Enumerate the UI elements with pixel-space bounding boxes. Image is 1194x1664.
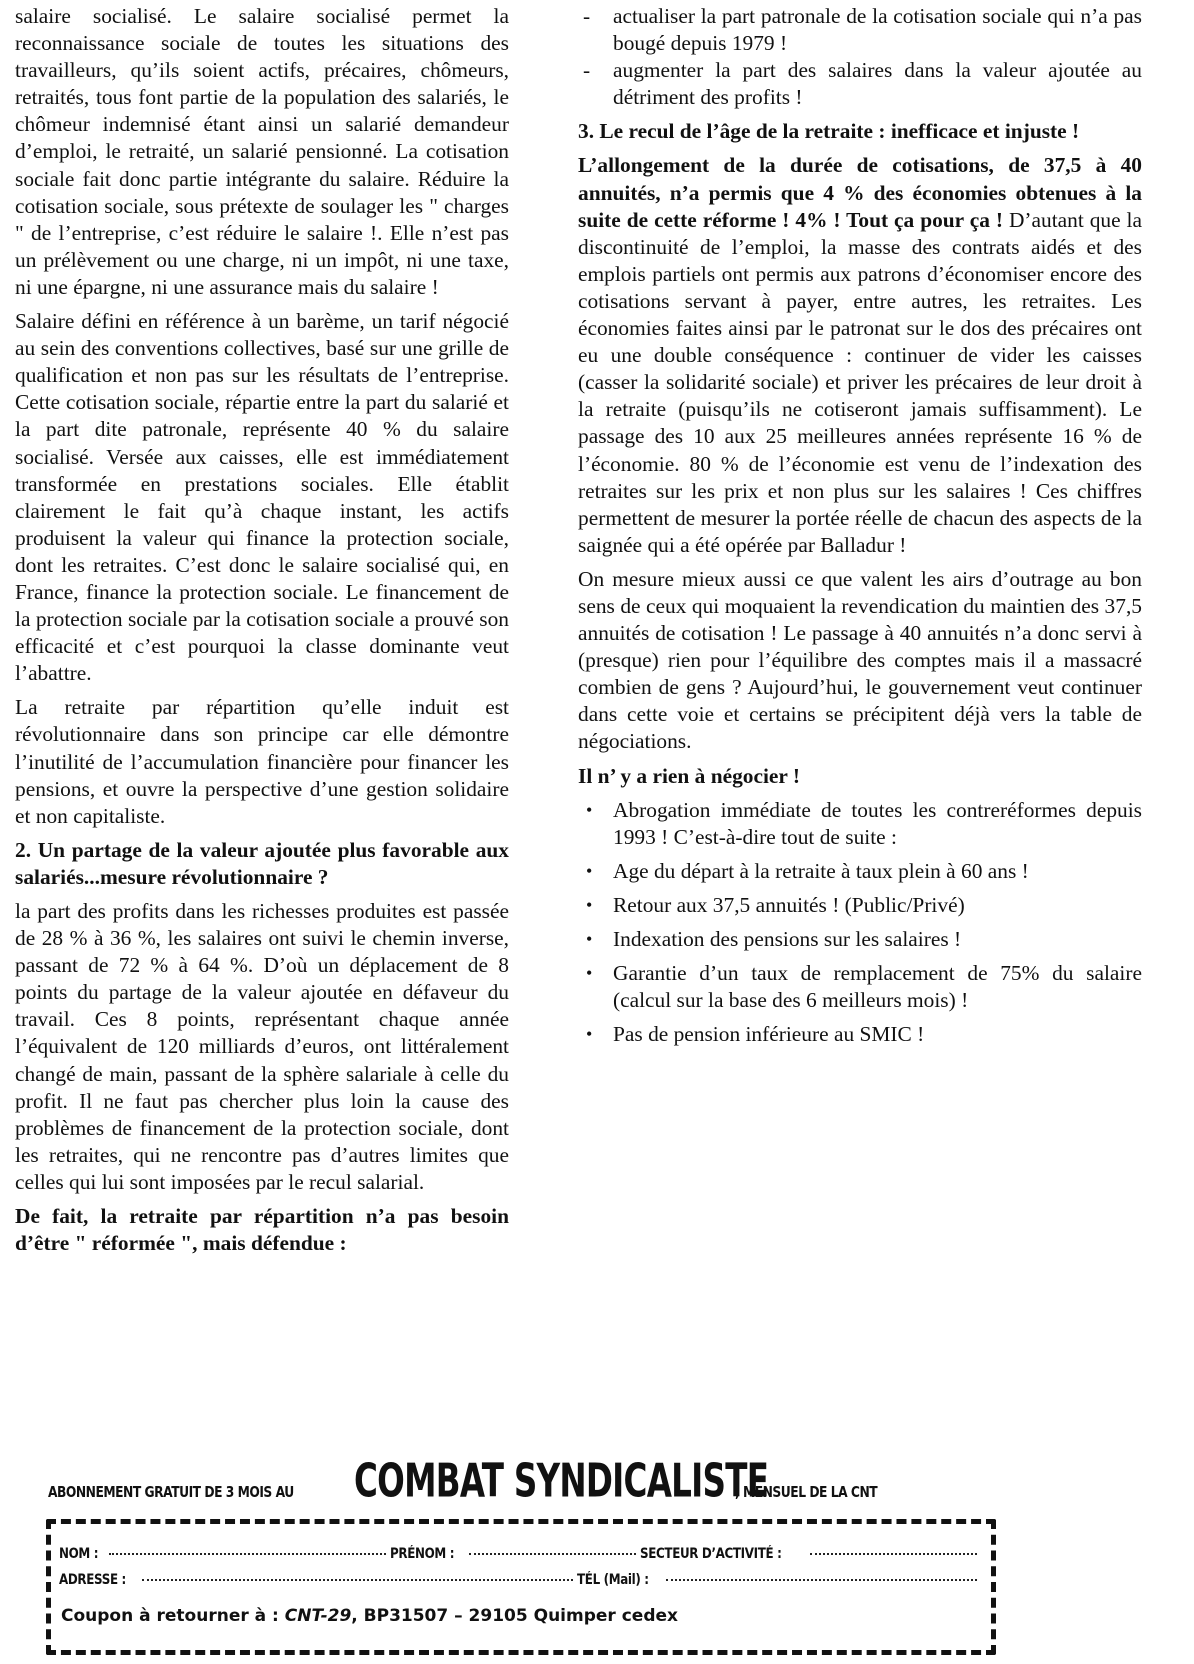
label-tel: TÉL (Mail) : <box>577 1572 649 1588</box>
paragraph-on-mesure: On mesure mieux aussi ce que valent les airs d’outrage au bon sens de ceux qui moquaient la revendication du maintien des 37,5 annuités de cotisation ! Le passage à 40 annuités n’a donc servi à (presque) rien pour l’équilibre des comptes mais il a massacré combien de gens ? Aujourd’hui, le gouvernement veut continuer dans cette voie et certains se précipitent déjà vers la table de négociations. <box>578 566 1142 754</box>
section-heading-2: 2. Un partage de la valeur ajoutée plus favorable aux salariés...mesure révolutionnaire ? <box>15 837 509 889</box>
bullet-icon: • <box>586 1024 593 1045</box>
paragraph-repartition: La retraite par répartition qu’elle induit est révolutionnaire dans son principe car elle démontre l’inutilité de l’accumulation financière pour financer les pensions, et ouvre la perspective d’une gestion solidaire et non capitaliste. <box>15 695 509 828</box>
paragraph-profits: la part des profits dans les richesses produites est passée de 28 % à 36 %, les salaires ont suivi le chemin inverse, passant de 72 % à 64 %. D’où un déplacement de 8 points du partage de la valeur ajoutée en défaveur du travail. Ces 8 points, représentant chaque année l’équivalent de 120 milliards d’euros, ont littéralement changé de main, passant de la sphère salariale à celle du profit. Il ne faut pas chercher plus loin la cause des problèmes de financement de la protection sociale, dont les retraites, qui ne rencontre pas d’autres limites que celles qui lui sont imposées par le recul salarial. <box>15 899 509 1194</box>
bullet-list-item <box>578 858 1142 885</box>
coupon-title-suffix: , MENSUEL DE LA CNT <box>735 1483 878 1501</box>
return-org: CNT-29 <box>284 1606 352 1626</box>
field-nom[interactable] <box>109 1553 386 1555</box>
field-adresse[interactable] <box>142 1579 573 1581</box>
label-adresse: ADRESSE : <box>59 1572 126 1588</box>
bullet-icon: • <box>586 860 593 881</box>
bullet-item-text: Pas de pension inférieure au SMIC ! <box>613 1022 925 1047</box>
paragraph-salaire-socialise: salaire socialisé. Le salaire socialisé permet la reconnaissance sociale de toutes les situations des travailleurs, qu’ils soient actifs, précaires, chômeurs, retraités, tous font partie de la population des salariés, le chômeur indemnisé étant ainsi un salarié demandeur d’emploi, le retraité, un salarié pensionné. La cotisation sociale fait donc partie intégrante du salaire. Réduire la cotisation sociale, sous prétexte de soulager les " charges " de l’entreprise, c’est réduire le salaire !. Elle n’est pas un prélèvement ou une charge, ni un impôt, ni une taxe, ni une épargne, ni une assurance mais du salaire ! <box>15 4 509 299</box>
demands-dash-list <box>578 3 1142 111</box>
section-heading-negocier: Il n’ y a rien à négocier ! <box>578 763 800 788</box>
coupon-title <box>48 1454 909 1508</box>
coupon-title-main: COMBAT SYNDICALISTE <box>353 1454 768 1508</box>
return-address-text: , BP31507 – 29105 Quimper cedex <box>351 1606 678 1626</box>
demands-bullet-list <box>578 797 1142 1049</box>
coupon-cut-box <box>46 1519 996 1655</box>
subscription-coupon <box>36 1454 1056 1657</box>
paragraph-bareme: Salaire défini en référence à un barème, un tarif négocié au sein des conventions collectives, basé sur une grille de qualification et non pas sur les résultats de l’entreprise. Cette cotisation sociale, répartie entre la part du salarié et la part dite patronale, représente 40 % du salaire socialisé. Versée aux caisses, elle est immédiatement transformée en prestations sociales. Elle établit clairement le fait qu’à chaque instant, les actifs produisent la valeur qui finance la protection sociale, dont les retraites. C’est donc le salaire socialisé qui, en France, finance la protection sociale. Le financement de la protection sociale par la cotisation sociale a prouvé son efficacité et c’est pourquoi la classe dominante veut l’abattre. <box>15 309 509 686</box>
label-secteur: SECTEUR D’ACTIVITÉ : <box>639 1546 782 1562</box>
bullet-item-text: Age du départ à la retraite à taux plein à 60 ans ! <box>613 858 1029 883</box>
field-secteur[interactable] <box>810 1553 977 1555</box>
coupon-row-address <box>59 1572 981 1588</box>
paragraph-de-fait-bold: De fait, la retraite par répartition n’a pas besoin d’être " réformée ", mais défendue : <box>15 1204 509 1256</box>
dash-bullet-icon: - <box>583 58 591 83</box>
label-prenom: PRÉNOM : <box>389 1546 454 1562</box>
label-nom: NOM : <box>59 1546 99 1562</box>
field-prenom[interactable] <box>469 1553 636 1555</box>
bullet-icon: • <box>586 929 593 949</box>
field-tel[interactable] <box>666 1579 977 1581</box>
paragraph-allongement-rest: D’autant que la discontinuité de l’emploi, la masse des contrats aidés et des emplois partiels ont permis aux patrons d’économiser encore des cotisations servant à payer, entre autres, les retraites. Les économies faites ainsi par le patronat sur le dos des précaires ont eu une double conséquence : continuer de vider les caisses (casser la solidarité sociale) et priver les précaires de leur droit à la retraite (puisqu’ils ne cotiseront jamais suffisamment). Le passage des 10 aux 25 meilleures années représente 16 % de l’économie. 80 % de l’économie est venu de l’indexation des retraites sur les prix et non plus sur les salaires ! Ces chiffres permettent de mesurer la portée réelle de chacun des aspects de la saignée qui a été opérée par Balladur ! <box>578 207 1142 557</box>
dash-item-text: augmenter la part des salaires dans la valeur ajoutée au détriment des profits ! <box>613 58 1142 110</box>
bullet-item-text: Garantie d’un taux de remplacement de 75% du salaire (calcul sur la base des 6 meilleurs mois) ! <box>613 961 1142 1013</box>
dash-list-item <box>578 57 1142 111</box>
bullet-icon: • <box>586 799 593 820</box>
bullet-item-text: Abrogation immédiate de toutes les contreréformes depuis 1993 ! C’est-à-dire tout de suite : <box>613 797 1142 849</box>
dash-list-item <box>578 3 1142 57</box>
return-label: Coupon à retourner à : <box>61 1606 285 1626</box>
coupon-title-prefix: ABONNEMENT GRATUIT DE 3 MOIS AU <box>48 1483 294 1501</box>
bullet-item-text: Retour aux 37,5 annuités ! (Public/Privé) <box>613 892 965 917</box>
right-column <box>578 3 1142 1055</box>
dash-item-text: actualiser la part patronale de la cotisation sociale qui n’a pas bougé depuis 1979 ! <box>613 4 1142 56</box>
bullet-list-item <box>578 926 1142 953</box>
bullet-list-item <box>578 797 1142 851</box>
bullet-list-item <box>578 892 1142 919</box>
bullet-list-item <box>578 1021 1142 1048</box>
dash-bullet-icon: - <box>583 4 591 28</box>
left-column <box>15 3 509 1264</box>
paragraph-allongement-bold: L’allongement de la durée de cotisations, de 37,5 à 40 annuités, n’a permis que 4 % des économies obtenues à la suite de cette réforme ! 4% ! Tout ça pour ça ! <box>578 153 1142 232</box>
bullet-list-item <box>578 960 1142 1014</box>
bullet-icon: • <box>586 963 593 984</box>
section-heading-3: 3. Le recul de l’âge de la retraite : inefficace et injuste ! <box>578 119 1080 144</box>
coupon-return-address <box>61 1606 678 1626</box>
bullet-icon: • <box>586 894 593 915</box>
paragraph-allongement <box>578 152 1142 558</box>
coupon-row-names <box>59 1546 981 1562</box>
bullet-item-text: Indexation des pensions sur les salaires ! <box>613 927 962 951</box>
